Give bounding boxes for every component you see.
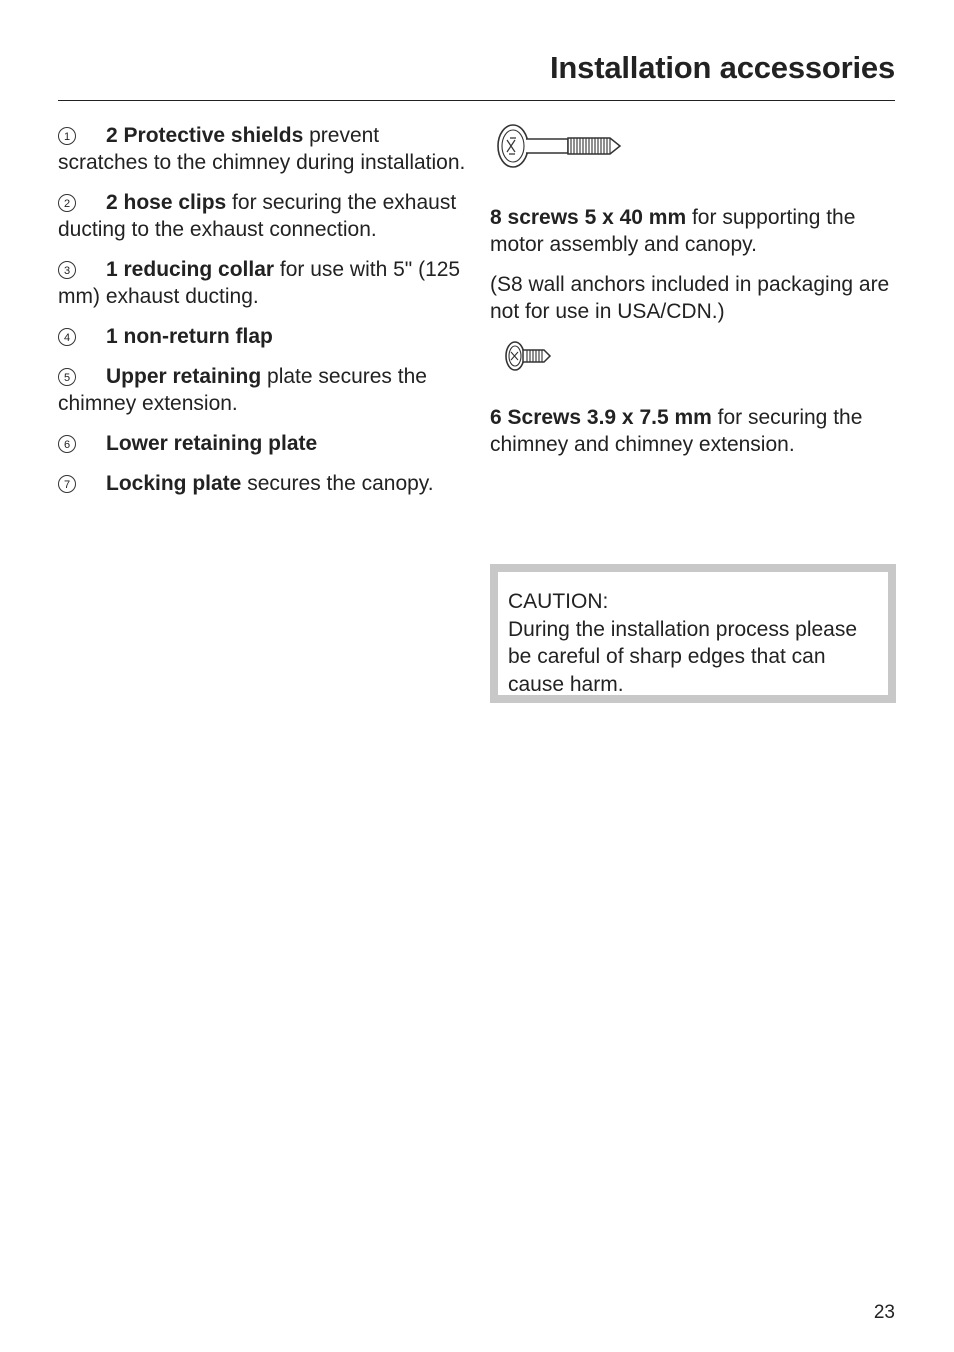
item-title: Lower retaining plate xyxy=(106,432,318,455)
page-number: 23 xyxy=(873,1302,895,1323)
item-number-badge: 2 xyxy=(58,194,76,212)
item-description: plate secures the chimney extension. xyxy=(58,365,427,415)
list-item xyxy=(58,363,468,417)
header-divider xyxy=(58,100,895,101)
item-number-badge: 3 xyxy=(58,261,76,279)
caution-content xyxy=(498,572,888,695)
item-description: prevent scratches to the chimney during installation. xyxy=(58,124,466,174)
caution-heading: CAUTION: xyxy=(508,590,609,613)
item-title: 1 non-return flap xyxy=(106,325,273,348)
screws-section xyxy=(490,122,896,471)
item-title: 2 hose clips xyxy=(106,191,227,214)
list-item xyxy=(58,470,468,497)
item-title: Locking plate xyxy=(106,472,242,495)
anchors-note: (S8 wall anchors included in packaging are not for use in USA/CDN.) xyxy=(490,273,890,323)
list-item xyxy=(58,122,468,176)
item-description: for use with 5" (125 mm) exhaust ducting. xyxy=(58,258,461,308)
accessories-list xyxy=(58,122,468,510)
long-screws-title: 8 screws 5 x 40 mm xyxy=(490,206,687,229)
list-item xyxy=(58,256,468,310)
caution-body: During the installation process please be careful of sharp edges that can cause harm. xyxy=(508,617,858,696)
list-item xyxy=(58,189,468,243)
item-title: 2 Protective shields xyxy=(106,124,304,147)
short-screw-icon xyxy=(504,338,556,378)
short-screws-description: for securing the chimney and chimney extension. xyxy=(490,406,863,456)
short-screws-text xyxy=(490,404,896,458)
item-description: secures the canopy. xyxy=(241,472,434,495)
item-number-badge: 5 xyxy=(58,368,76,386)
item-number-badge: 6 xyxy=(58,435,76,453)
item-description: for securing the exhaust ducting to the exhaust connection. xyxy=(58,191,457,241)
short-screws-title: 6 Screws 3.9 x 7.5 mm xyxy=(490,406,712,429)
item-title: 1 reducing collar xyxy=(106,258,275,281)
item-number-badge: 4 xyxy=(58,328,76,346)
caution-box xyxy=(490,564,896,703)
item-title: Upper retaining xyxy=(106,365,262,388)
long-screws-description: for supporting the motor assembly and canopy. xyxy=(490,206,856,256)
long-screw-icon xyxy=(496,124,624,176)
long-screws-text xyxy=(490,204,896,258)
item-number-badge: 1 xyxy=(58,127,76,145)
item-number-badge: 7 xyxy=(58,475,76,493)
page-title: Installation accessories xyxy=(550,50,895,85)
list-item xyxy=(58,430,468,457)
list-item xyxy=(58,323,468,350)
